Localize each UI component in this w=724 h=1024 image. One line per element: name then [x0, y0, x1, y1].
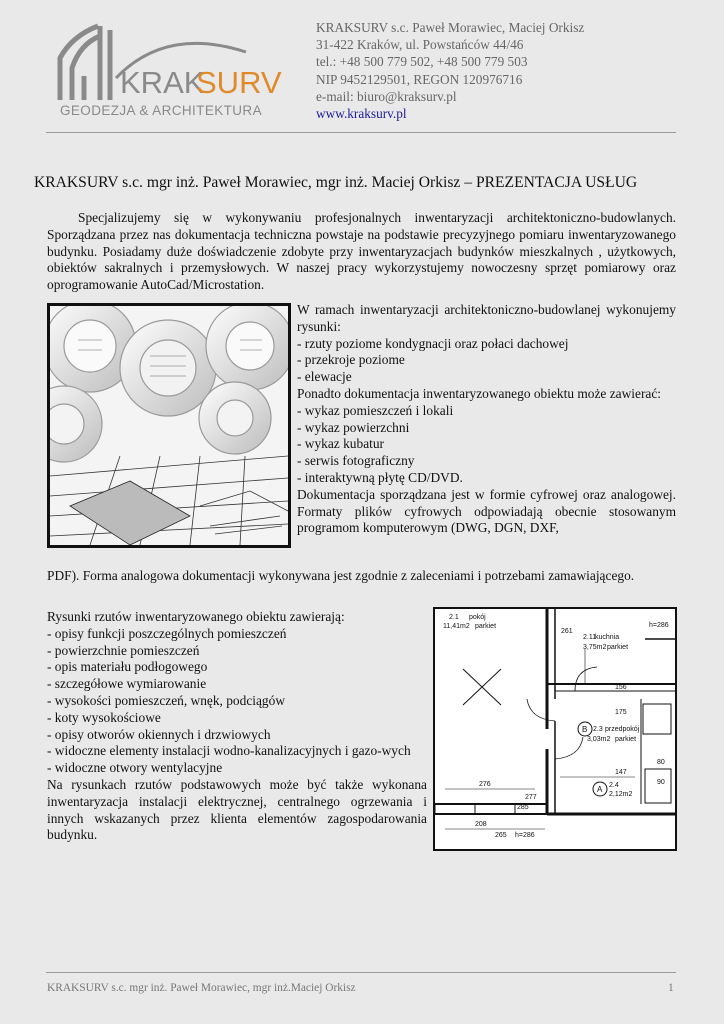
- plan-room1-height: h=286: [649, 622, 669, 629]
- contact-phone: tel.: +48 500 779 502, +48 500 779 503: [316, 54, 528, 70]
- plan-room2-area: 3,75m2: [583, 644, 607, 651]
- list-item: - widoczne elementy instalacji wodno-kanalizacyjnych i gazo-wych: [47, 743, 411, 759]
- plan-dimension: 208: [475, 821, 487, 828]
- floor-plan-drawing: [433, 607, 677, 851]
- plan-dimension: 261: [561, 628, 573, 635]
- list-item: - wysokości pomieszczeń, wnęk, podciągów: [47, 692, 285, 708]
- floorplan-contents-section: [47, 609, 427, 844]
- plan-dimension: 156: [615, 684, 627, 691]
- footer-text: KRAKSURV s.c. mgr inż. Paweł Morawiec, mgr inż.Maciej Orkisz: [47, 982, 356, 994]
- formats-continuation: PDF). Forma analogowa dokumentacji wykonywana jest zgodnie z zaleceniami i potrzebami zamawiającego.: [47, 568, 635, 583]
- plan-room2-number: 2.11: [583, 634, 597, 641]
- list-item: - opis materiału podłogowego: [47, 659, 208, 675]
- list-item: - opisy funkcji poszczególnych pomieszczeń: [47, 625, 287, 641]
- logo-tagline: GEODEZJA & ARCHITEKTURA: [60, 103, 262, 118]
- plan-marker-b: B: [582, 725, 588, 734]
- logo-brand-prefix: KRAK: [120, 65, 205, 100]
- plan-dimension: 276: [479, 781, 491, 788]
- list-item: - wykaz kubatur: [297, 436, 385, 452]
- list-item: - wykaz pomieszczeń i lokali: [297, 402, 454, 418]
- plan-room4-number: 2.4: [609, 782, 619, 789]
- footer-divider: [46, 972, 676, 973]
- list-item: - szczegółowe wymiarowanie: [47, 676, 207, 692]
- blueprints-photo: [47, 303, 291, 548]
- plan-dimension: 285: [517, 804, 529, 811]
- plan-dimension: 147: [615, 769, 627, 776]
- plan-room1-number: 2.1: [449, 614, 459, 621]
- plan-room2-name: kuchnia: [595, 634, 620, 641]
- list-item: - powierzchnie pomieszczeń: [47, 642, 200, 658]
- kraksurv-logo: [46, 18, 296, 122]
- website-link[interactable]: www.kraksurv.pl: [316, 106, 407, 122]
- plan-room1-area: 11,41m2: [443, 623, 470, 630]
- formats-paragraph: Dokumentacja sporządzana jest w formie cyfrowej oraz analogowej. Formaty plików cyfrowych odpowiadają obecnie stosowanym programom komputerowym (DWG, DGN, DXF,: [297, 486, 676, 536]
- header-divider: [46, 132, 676, 133]
- plan-room1-name: pokój: [469, 614, 486, 621]
- plan-marker-a: A: [597, 785, 603, 794]
- plan-room4-area: 2,12m2: [609, 791, 633, 798]
- plan-dimension: 80: [657, 759, 665, 766]
- floorplan-closing: Na rysunkach rzutów podstawowych może być także wykonana inwentaryzacja instalacji elektrycznej, centralnego ogrzewania i innych wskazanych przez klienta elementów zagospodarowania budynku.: [47, 776, 427, 843]
- plan-room3-floor: parkiet: [615, 736, 637, 743]
- plan-dimension: 265: [495, 832, 507, 839]
- intro-paragraph: Specjalizujemy się w wykonywaniu profesjonalnych inwentaryzacji architektoniczno-budowlanych. Sporządzana przez nas dokumentacja techniczna powstaje na podstawie precyzyjnego pomiaru inwentaryzowanego budynku. Posiadamy duże doświadczenie zdobyte przy inwentaryzacjach budynków mieszkalnych , użytkowych, obiektów sakralnych i przemysłowych. W naszej pracy wykorzystujemy nowoczesny sprzęt pomiarowy oraz oprogramowanie AutoCad/Microstation.: [47, 210, 676, 293]
- plan-dimension: 277: [525, 794, 537, 801]
- plan-room1-floor: parkiet: [475, 623, 497, 630]
- contact-email[interactable]: e-mail: biuro@kraksurv.pl: [316, 88, 457, 104]
- list-item: - widoczne otwory wentylacyjne: [47, 760, 223, 776]
- drawings-section: [297, 302, 676, 537]
- list-item: - opisy otworów okiennych i drzwiowych: [47, 726, 271, 742]
- list-item: - rzuty poziome kondygnacji oraz połaci dachowej: [297, 335, 569, 351]
- plan-dimension: 175: [615, 709, 627, 716]
- document-title: KRAKSURV s.c. mgr inż. Paweł Morawiec, mgr inż. Maciej Orkisz – PREZENTACJA USŁUG: [34, 174, 638, 191]
- page-number: 1: [668, 982, 674, 994]
- list-item: - przekroje poziome: [297, 352, 405, 368]
- plan-room3-number: 2.3: [593, 726, 603, 733]
- documentation-lead: Ponadto dokumentacja inwentaryzowanego obiektu może zawierać:: [297, 385, 662, 401]
- list-item: - koty wysokościowe: [47, 709, 161, 725]
- logo-brand-suffix: SURV: [196, 65, 282, 100]
- contact-block: [316, 19, 676, 122]
- contact-company: KRAKSURV s.c. Paweł Morawiec, Maciej Orkisz: [316, 20, 585, 35]
- list-item: - elewacje: [297, 369, 352, 385]
- list-item: - wykaz powierzchni: [297, 419, 410, 435]
- floorplan-lead: Rysunki rzutów inwentaryzowanego obiektu zawierają:: [47, 609, 345, 624]
- list-item: - interaktywną płytę CD/DVD.: [297, 469, 463, 485]
- contact-tax-ids: NIP 9452129501, REGON 120976716: [316, 71, 523, 87]
- plan-room3-area: 3,03m2: [587, 736, 611, 743]
- plan-dimension: 90: [657, 779, 665, 786]
- plan-room2-floor: parkiet: [607, 644, 629, 651]
- contact-address: 31-422 Kraków, ul. Powstańców 44/46: [316, 37, 524, 53]
- list-item: - serwis fotograficzny: [297, 453, 415, 469]
- plan-room3-name: przedpokój: [605, 726, 640, 733]
- drawings-lead: W ramach inwentaryzacji architektoniczno-budowlanej wykonujemy rysunki:: [297, 302, 676, 334]
- plan-dimension: h=286: [515, 832, 535, 839]
